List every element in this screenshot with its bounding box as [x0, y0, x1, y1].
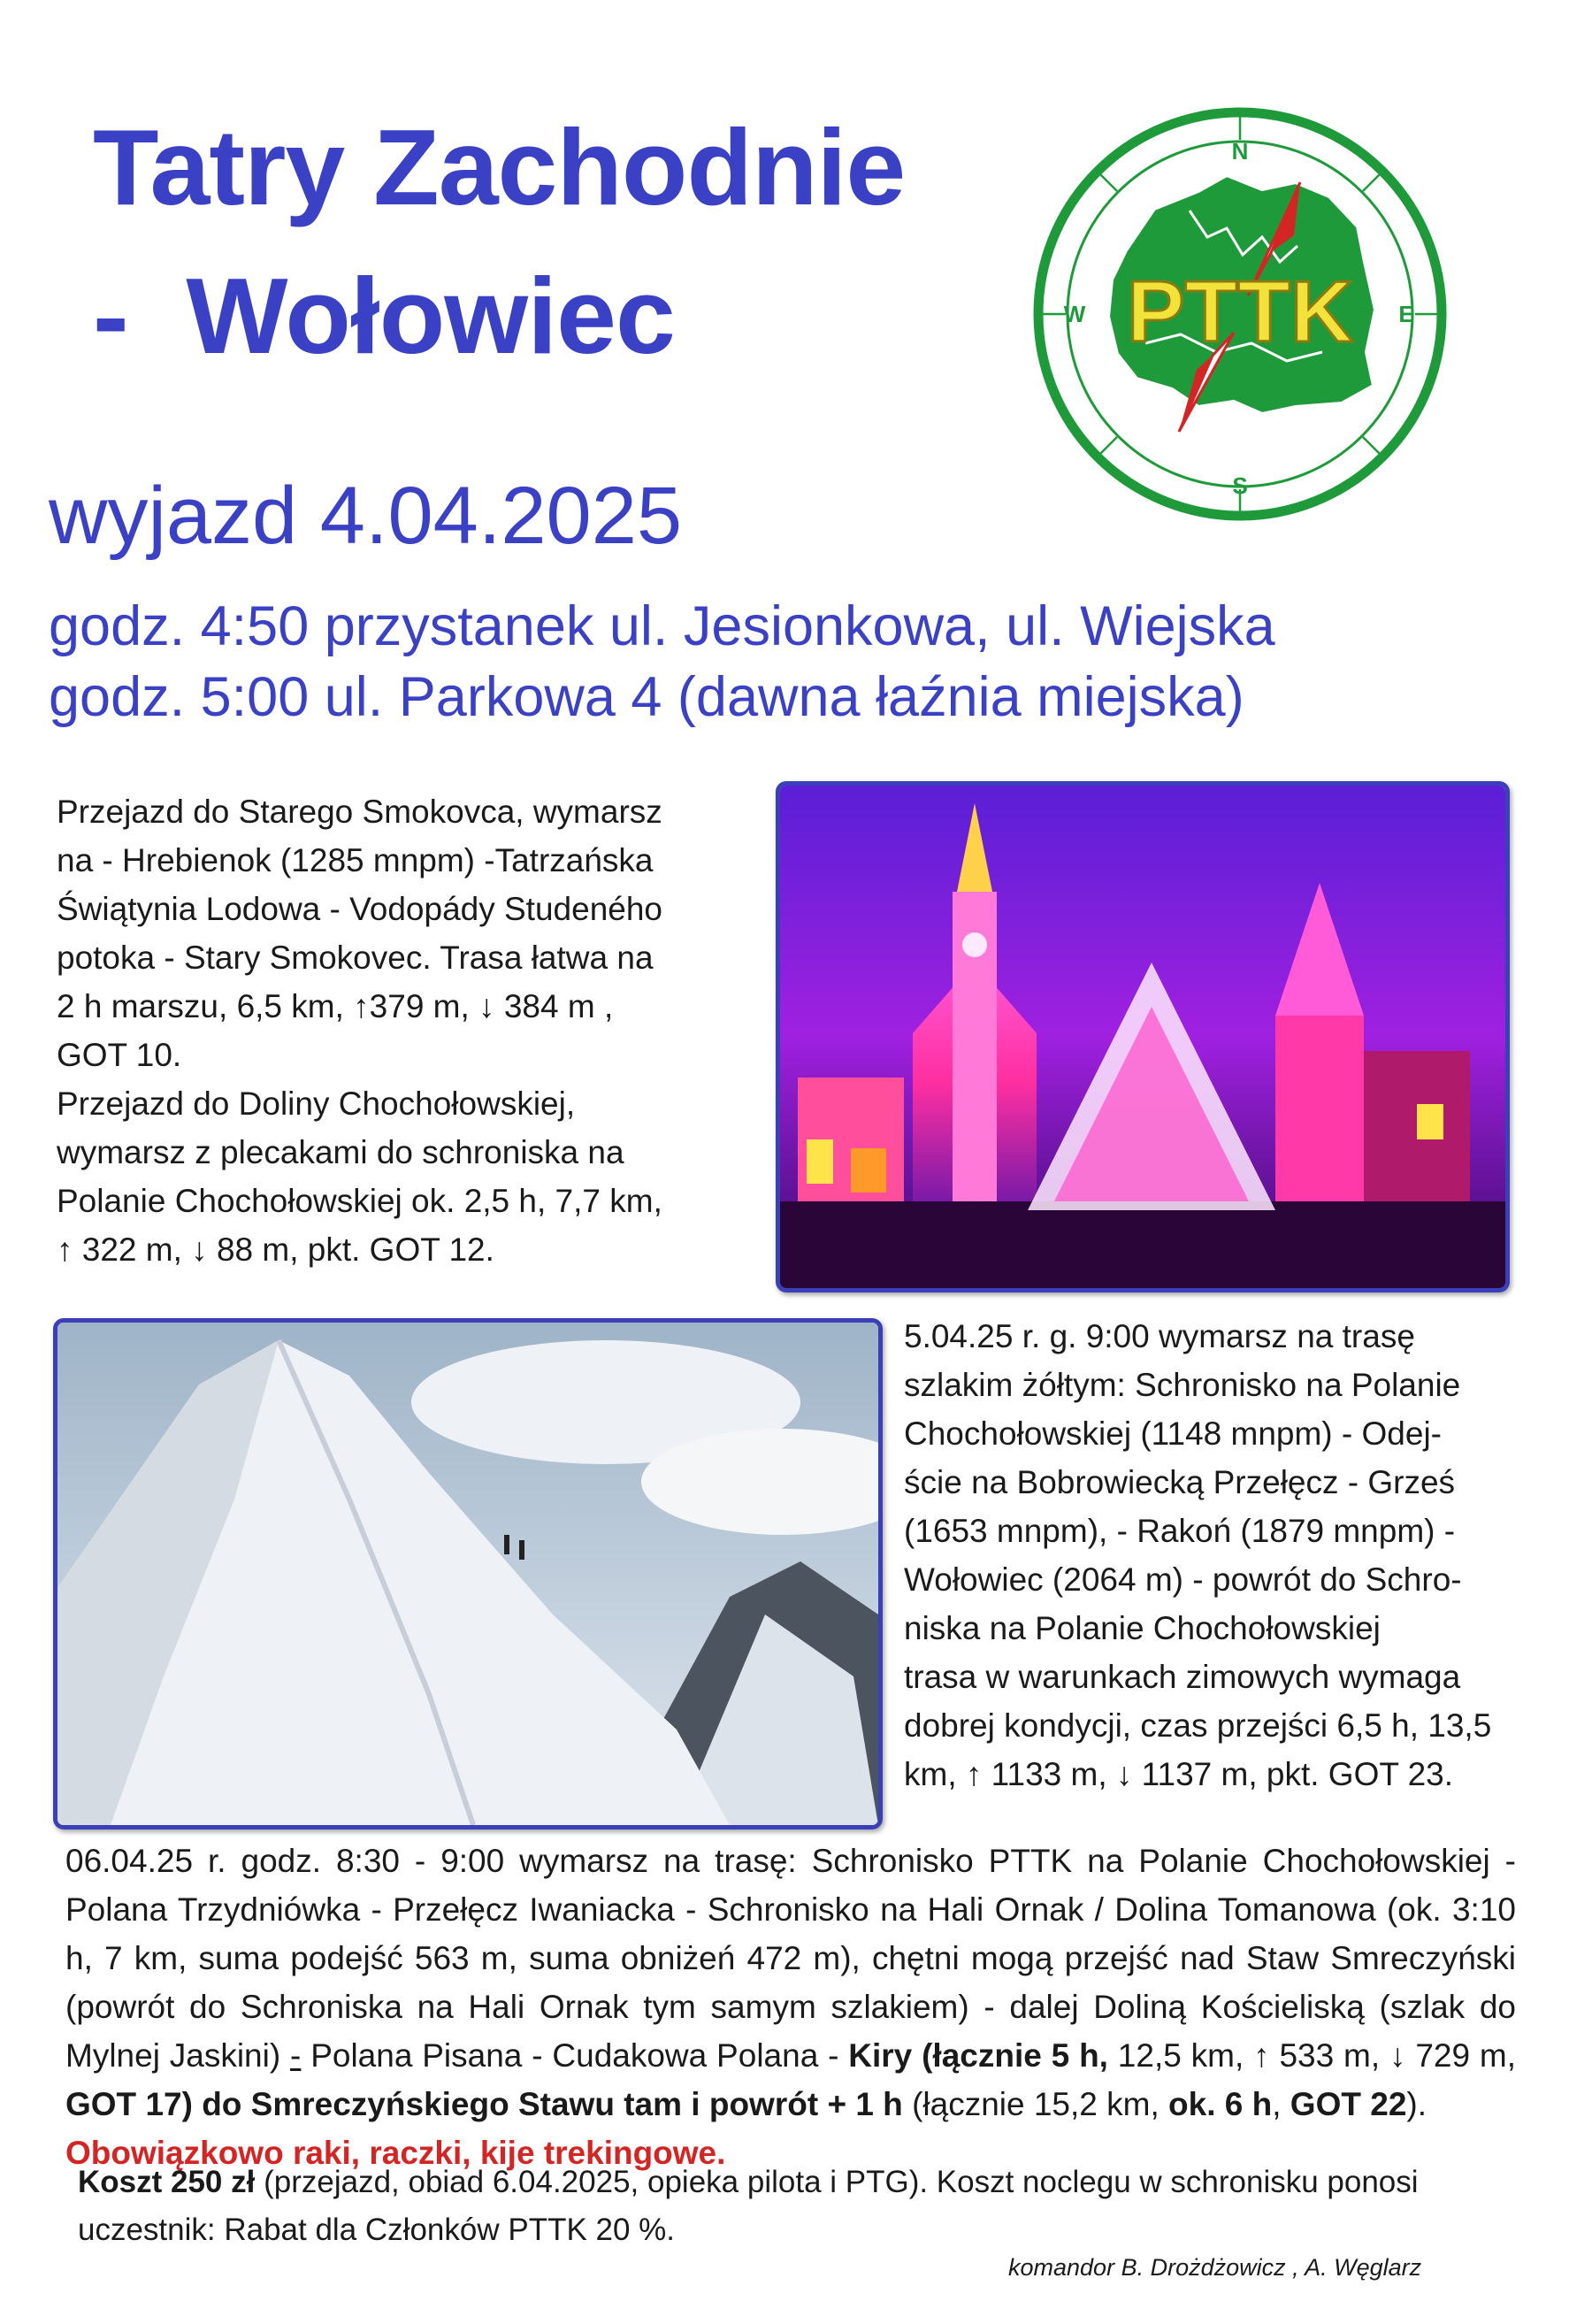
day3-text: ,: [1272, 2086, 1290, 2122]
day1-line: GOT 10.: [57, 1037, 182, 1073]
title-line-1: Tatry Zachodnie: [93, 107, 906, 227]
day1-line: Przejazd do Doliny Chochołowskiej,: [57, 1085, 576, 1122]
signature: komandor B. Drożdżowicz , A. Węglarz: [1008, 2254, 1422, 2281]
day3-dash: -: [290, 2037, 302, 2074]
cost-info: [78, 2159, 1528, 2254]
equipment-warning: Obowiązkowo raki, raczki, kije trekingowe.: [65, 2135, 726, 2171]
day1-line: Przejazd do Starego Smokovca, wymarsz: [57, 794, 662, 830]
day2-line: dobrej kondycji, czas przejści 6,5 h, 13,5: [904, 1707, 1492, 1744]
day2-line: (1653 mnpm), - Rakoń (1879 mnpm) -: [904, 1513, 1456, 1549]
departure-date: wyjazd 4.04.2025: [49, 471, 683, 561]
day3-text: (łącznie 15,2 km,: [902, 2086, 1169, 2122]
page-title: [93, 93, 905, 390]
day1-line: potoka - Stary Smokovec. Trasa łatwa na: [57, 940, 654, 976]
day2-description: [904, 1312, 1532, 1799]
day2-line: Chochołowskiej (1148 mnpm) - Odej-: [904, 1415, 1442, 1452]
day1-line: na - Hrebienok (1285 mnpm) -Tatrzańska: [57, 842, 654, 878]
day2-line: niska na Polanie Chochołowskiej: [904, 1610, 1381, 1646]
day3-bold: ok. 6 h: [1168, 2086, 1273, 2122]
day2-line: Wołowiec (2064 m) - powrót do Schro-: [904, 1561, 1462, 1598]
day3-description: [65, 1837, 1516, 2177]
day3-bold: GOT 22: [1290, 2086, 1407, 2122]
day2-line: ście na Bobrowiecką Przełęcz - Grześ: [904, 1464, 1456, 1500]
day2-line: km, ↑ 1133 m, ↓ 1137 m, pkt. GOT 23.: [904, 1756, 1454, 1792]
day2-line: szlakim żółtym: Schronisko na Polanie: [904, 1367, 1461, 1403]
day1-description: [57, 787, 738, 1274]
title-line-2: - Wołowiec: [93, 256, 675, 376]
day1-line: wymarsz z plecakami do schroniska na: [57, 1134, 624, 1170]
day3-text: Polana Pisana - Cudakowa Polana -: [301, 2037, 849, 2074]
cost-amount: Koszt 250 zł: [78, 2165, 256, 2199]
day3-bold: GOT 17) do Smreczyńskiego Stawu tam i powrót + 1 h: [65, 2086, 903, 2122]
departure-stops: [49, 591, 1275, 732]
cost-details: (przejazd, obiad 6.04.2025, opieka pilota i PTG). Koszt noclegu w schronisku ponosi uczestnik: Rabat dla Członków PTTK 20 %.: [78, 2165, 1419, 2247]
pttk-logo: [1030, 104, 1450, 525]
day2-line: 5.04.25 r. g. 9:00 wymarsz na trasę: [904, 1318, 1415, 1354]
compass-e-label: E: [1398, 301, 1414, 327]
compass-w-label: W: [1063, 301, 1086, 327]
ice-temple-photo: [776, 781, 1510, 1292]
compass-s-label: S: [1232, 472, 1248, 499]
day3-text: 12,5 km, ↑ 533 m, ↓ 729 m,: [1107, 2037, 1516, 2074]
day1-line: ↑ 322 m, ↓ 88 m, pkt. GOT 12.: [57, 1231, 494, 1268]
day3-bold: Kiry (łącznie 5 h,: [848, 2037, 1108, 2074]
departure-stop-1: godz. 4:50 przystanek ul. Jesionkowa, ul. Wiejska: [49, 595, 1275, 657]
day2-line: trasa w warunkach zimowych wymaga: [904, 1659, 1461, 1695]
departure-stop-2: godz. 5:00 ul. Parkowa 4 (dawna łaźnia miejska): [49, 666, 1244, 728]
day3-text: ).: [1406, 2086, 1427, 2122]
day3-text: 06.04.25 r. godz. 8:30 - 9:00 wymarsz na trasę: Schronisko PTTK na Polanie Chochołowskiej - Polana Trzydniówka - Przełęcz Iwaniacka - Schronisko na Hali Ornak / Dolina Tomanowa (ok. 3:10 h, 7 km, suma podejść 563 m, suma obniżeń 472 m), chętni mogą przejść nad Staw Smreczyński (powrót do Schroniska na Hali Ornak tym samym szlakiem) - dalej Doliną Kościeliską (szlak do Mylnej Jaskini): [65, 1843, 1516, 2074]
compass-n-label: N: [1231, 138, 1249, 165]
day1-line: Polanie Chochołowskiej ok. 2,5 h, 7,7 km,: [57, 1183, 662, 1219]
day1-line: 2 h marszu, 6,5 km, ↑379 m, ↓ 384 m ,: [57, 988, 614, 1024]
mountain-ridge-photo: [53, 1318, 883, 1829]
logo-text: PTTK: [1127, 263, 1353, 360]
day1-line: Świątynia Lodowa - Vodopády Studeného: [57, 891, 663, 927]
